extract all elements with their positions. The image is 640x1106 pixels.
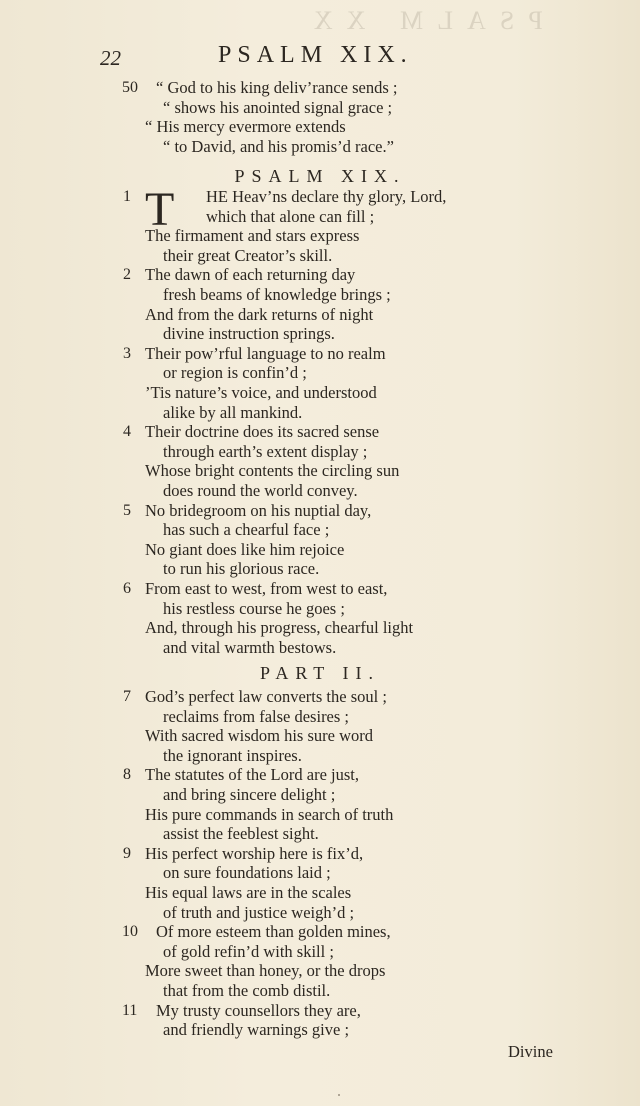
verse-text: his restless course he goes ; (163, 598, 345, 618)
verse-text: His equal laws are in the scales (145, 883, 352, 902)
verse-number: 7 (123, 688, 131, 705)
verse-text: With sacred wisdom his sure word (145, 726, 374, 746)
verse-text: fresh beams of knowledge brings ; (163, 285, 391, 304)
verse-number: 9 (123, 844, 131, 862)
verse-text: No giant does like him rejoice (145, 539, 345, 559)
verse-number: 4 (123, 423, 131, 441)
verse-line (0, 883, 640, 903)
page-number: 22 (100, 46, 121, 70)
verse-text: of gold refin’d with skill ; (163, 941, 334, 961)
verse-text: And from the dark returns of night (145, 304, 374, 324)
verse-line (0, 117, 640, 137)
ink-speck (338, 1094, 340, 1096)
verse-text: reclaims from false desires ; (163, 706, 350, 726)
verse-line (0, 187, 640, 207)
verse-line (0, 1001, 640, 1021)
verse-number: 11 (122, 1001, 138, 1019)
verse-text: From east to west, from west to east, (145, 579, 388, 598)
verse-line (0, 687, 640, 707)
part-title: PART II. (260, 663, 380, 683)
verse-text: God’s perfect law converts the soul ; (145, 687, 387, 706)
verse-number: 2 (123, 266, 131, 284)
verse-line (0, 226, 640, 246)
verse-text: Their doctrine does its sacred sense (145, 422, 380, 442)
verse-text: and bring sincere delight ; (163, 785, 336, 804)
verse-text: No bridegroom on his nuptial day, (145, 500, 372, 520)
verse-text: “ His mercy evermore extends (145, 117, 346, 137)
verse-text: The dawn of each returning day (145, 265, 356, 285)
verse-text: the ignorant inspires. (163, 745, 302, 765)
verse-line (0, 844, 640, 864)
verse-line (0, 903, 640, 923)
verse-line (0, 422, 640, 442)
verse-line (0, 461, 640, 481)
verse-text: alike by all mankind. (163, 402, 303, 422)
verse-line (0, 805, 640, 825)
verse-text: “ God to his king deliv’rance sends ; (156, 78, 398, 97)
verse-text: The firmament and stars express (145, 226, 360, 246)
verse-line (0, 863, 640, 883)
verse-line (0, 344, 640, 364)
verse-line (0, 481, 640, 501)
verse-line (0, 942, 640, 962)
verse-line (0, 981, 640, 1001)
verse-number: 8 (123, 766, 131, 784)
verse-line (0, 403, 640, 423)
verse-line (0, 707, 640, 727)
verse-text: Whose bright contents the circling sun (145, 461, 400, 481)
verse-line (0, 765, 640, 785)
verse-line (0, 246, 640, 266)
verse-line (0, 599, 640, 619)
verse-text: to run his glorious race. (163, 559, 320, 579)
verse-text: and friendly warnings give ; (163, 1020, 350, 1040)
verse-line (0, 207, 640, 227)
verse-text: has such a chearful face ; (163, 520, 330, 540)
drop-cap: T (145, 183, 175, 236)
verse-line (0, 726, 640, 746)
verse-text: does round the world convey. (163, 481, 358, 500)
verse-text: And, through his progress, chearful light (145, 618, 414, 638)
verse-text: through earth’s extent display ; (163, 441, 368, 461)
bleed-through-text: PSALM XX (300, 6, 543, 35)
verse-line (0, 520, 640, 540)
verse-text: His pure commands in search of truth (145, 804, 394, 824)
verse-line (0, 922, 640, 942)
verse-text: assist the feeblest sight. (163, 824, 319, 844)
verse-text: “ to David, and his promis’d race.” (163, 136, 394, 156)
verse-line (0, 638, 640, 658)
running-head: PSALM XIX. (218, 42, 413, 68)
verse-text: More sweet than honey, or the drops (145, 961, 386, 981)
catchword: Divine (508, 1042, 553, 1061)
verse-number: 3 (123, 344, 131, 362)
verse-line (0, 961, 640, 981)
verse-number: 6 (123, 580, 131, 597)
verse-text: ’Tis nature’s voice, and understood (145, 383, 377, 402)
verse-text: The statutes of the Lord are just, (145, 765, 359, 785)
verse-line (0, 363, 640, 383)
verse-text: His perfect worship here is fix’d, (145, 843, 364, 863)
verse-line (0, 824, 640, 844)
verse-line (0, 78, 640, 98)
verse-line (0, 324, 640, 344)
verse-number: 50 (122, 79, 138, 96)
verse-text: which that alone can fill ; (206, 206, 375, 226)
verse-text: My trusty counsellors they are, (156, 1000, 361, 1020)
verse-text: Of more esteem than golden mines, (156, 922, 391, 942)
verse-text: of truth and justice weigh’d ; (163, 902, 355, 922)
verse-line (0, 540, 640, 560)
verse-number: 5 (123, 501, 131, 519)
verse-text: that from the comb distil. (163, 981, 331, 1000)
verse-line (0, 137, 640, 157)
verse-text: Their pow’rful language to no realm (145, 343, 386, 363)
verse-text: and vital warmth bestows. (163, 637, 337, 657)
verse-line (0, 559, 640, 579)
verse-text: HE Heav’ns declare thy glory, Lord, (206, 187, 447, 206)
verse-line (0, 501, 640, 521)
verse-line (0, 285, 640, 305)
page-header (0, 42, 640, 72)
verse-line (0, 579, 640, 599)
verse-text: or region is confin’d ; (163, 363, 307, 383)
verse-line (0, 618, 640, 638)
verse-line (0, 746, 640, 766)
verse-line (0, 383, 640, 403)
verse-line (0, 1020, 640, 1040)
verse-text: their great Creator’s skill. (163, 245, 333, 265)
verse-text: on sure foundations laid ; (163, 863, 331, 883)
verse-line (0, 785, 640, 805)
psalm-title: PSALM XIX. (234, 166, 406, 186)
verse-line (0, 265, 640, 285)
verse-number: 10 (122, 923, 138, 941)
verse-line (0, 442, 640, 462)
verse-text: “ shows his anointed signal grace ; (163, 97, 393, 117)
verse-number: 1 (123, 188, 131, 205)
verse-line (0, 98, 640, 118)
verse-line (0, 305, 640, 325)
verse-text: divine instruction springs. (163, 324, 335, 344)
